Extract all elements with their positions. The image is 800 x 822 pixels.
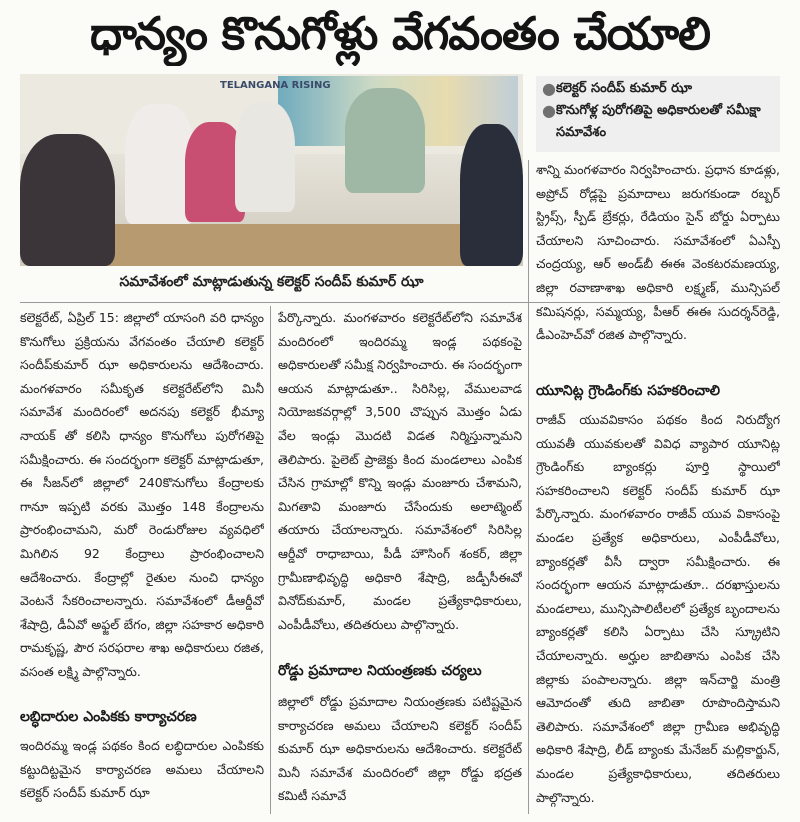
bullet-icon: ● <box>542 79 556 98</box>
highlight-item <box>540 100 776 144</box>
highlight-text: కొనుగోళ్ల పురోగతిపై అధికారులతో సమీక్షా సమావేశం <box>556 103 761 140</box>
headline: ధాన్యం కొనుగోళ్లు వేగవంతం చేయాలి <box>89 7 710 60</box>
article-column-2-cont <box>278 690 522 814</box>
article-paragraph: శాన్ని మంగళవారం నిర్వహించారు. ప్రధాన కూడళ్లు, అప్రోచ్ రోడ్లపై ప్రమాదాలు జరుగకుండా రబ్బర్ స్ట్రిప్స్, స్పీడ్ బ్రేకర్లు, రేడియం సైన్ బోర్డు ఏర్పాటు చేయాలని సూచించారు. సమావేశంలో ఏఎస్పీ చంద్రయ్య, ఆర్ అండ్‌బీ ఈఈ వెంకటరమణయ్య, జిల్లా రవాణాశాఖ అధికారి లక్ష్మణ్, మున్సిపల్ కమిషనర్లు, సమ్మయ్య, పీఆర్ ఈఈ సుదర్శన్‌రెడ్డి, డీఎంహెచ్‌వో రజిత పాల్గొన్నారు. <box>536 162 780 343</box>
subheading-unit-grounding: యూనిట్ల గ్రౌండింగ్‌కు సహకరించాలి <box>536 383 721 399</box>
photo-person <box>345 88 425 193</box>
photo-caption: సమావేశంలో మాట్లాడుతున్న కలెక్టర్ సందీప్ కుమార్ ఝా <box>119 274 424 290</box>
article-paragraph: కలెక్టరేట్, ఏప్రిల్ 15: జిల్లాలో యాసంగి వరి ధాన్యం కొనుగోలు ప్రక్రియను వేగవంతం చేయాలి కలెక్టర్ సందీప్‌కుమార్ ఝా అధికారులను ఆదేశించారు. మంగళవారం సమీకృత కలెక్టరేట్‌లోని మినీ సమావేశ మందిరంలో అదనపు కలెక్టర్ భీమ్యా నాయక్ తో కలిసి ధాన్యం కొనుగోలు పురోగతిపై సమీక్షించారు. ఈ సందర్భంగా కలెక్టర్ మాట్లాడుతూ, ఈ సీజన్‌లో జిల్లాలో 240కొనుగోలు కేంద్రాలకు గానూ ఇప్పటి వరకు మొత్తం 148 కేంద్రాలను ప్రారంభించామని, మరో రెండురోజుల వ్యవధిలో మిగిలిన 92 కేంద్రాలు ప్రారంభించాలని ఆదేశించారు. కేంద్రాల్లో రైతుల నుంచి ధాన్యం వెంటనే సేకరించాలన్నారు. సమావేశంలో డీఆర్డీవో శేషాద్రి, డీఏవో అఫ్జల్ బేగం, జిల్లా సహకార అధికారి రామకృష్ణ, పౌర సరఫరాల శాఖ అధికారులు రజిత, వసంత లక్ష్మి పాల్గొన్నారు. <box>20 310 264 679</box>
bullet-icon: ● <box>542 101 556 120</box>
highlight-item <box>540 78 776 100</box>
subheading-road-safety: రోడ్డు ప్రమాదాల నియంత్రణకు చర్యలు <box>278 663 482 679</box>
article-column-3 <box>536 158 780 368</box>
subheading-beneficiaries: లబ్ధిదారుల ఎంపికకు కార్యాచరణ <box>20 709 197 725</box>
photo-banner-text: TELANGANA RISING <box>220 80 331 91</box>
highlights-box <box>536 76 780 152</box>
photo-conference-table <box>73 224 523 266</box>
photo-person <box>460 124 523 266</box>
article-column-2 <box>278 306 522 652</box>
column-divider <box>528 160 529 814</box>
meeting-photo <box>20 74 523 266</box>
article-paragraph: జిల్లాలో రోడ్డు ప్రమాదాల నియంత్రణకు పటిష్టమైన కార్యాచరణ అమలు చేయాలని కలెక్టర్ సందీప్ కుమార్ ఝా అధికారులను ఆదేశించారు. కలెక్టరేట్ మినీ సమావేశ మందిరంలో జిల్లా రోడ్డు భద్రత కమిటీ సమావే <box>278 694 522 804</box>
column-divider <box>270 306 271 814</box>
highlight-text: కలెక్టర్ సందీప్ కుమార్ ఝా <box>556 81 693 96</box>
article-paragraph: ఇందిరమ్మ ఇండ్ల పథకం కింద లబ్ధిదారుల ఎంపికకు కట్టుదిట్టమైన కార్యాచరణ అమలు చేయాలని కలెక్టర్ సందీప్ కుమార్ ఝా <box>20 738 264 801</box>
article-column-1 <box>20 306 264 702</box>
article-paragraph: రాజీవ్ యువవికాసం పథకం కింద నిరుద్యోగ యువతీ యువకులతో వివిధ వ్యాపార యూనిట్ల గ్రౌండింగ్‌కు బ్యాంకర్లు పూర్తి స్థాయిలో సహకరించాలని కలెక్టర్ సందీప్ కుమార్ ఝా పేర్కొన్నారు. మంగళవారం రాజీవ్ యువ వికాసంపై మండల ప్రత్యేక అధికారులు, ఎంపీడీవోలు, బ్యాంకర్లతో వీసీ ద్వారా సమీక్షించారు. ఈ సందర్భంగా ఆయన మాట్లాడుతూ.. దరఖాస్తులను మండలాలు, మున్సిపాలిటీలలో ప్రత్యేక బృందాలను బ్యాంకర్లతో కలిసి ఏర్పాటు చేసి స్క్రూటిని చేయాలన్నారు. అర్హుల జాబితాను ఎంపిక చేసి జిల్లాకు పంపాలన్నారు. జిల్లా ఇన్‌చార్జి మంత్రి ఆమోదంతో తుది జాబితా రూపొందిస్తామని తెలిపారు. సమావేశంలో జిల్లా గ్రామీణ అభివృద్ధి అధికారి శేషాద్రి, లీడ్ బ్యాంకు మేనేజర్ మల్లికార్జున్, మండల ప్రత్యేకాధికారులు, తదితరులు పాల్గొన్నారు. <box>536 412 780 805</box>
article-column-1-cont <box>20 734 264 814</box>
article-paragraph: పేర్కొన్నారు. మంగళవారం కలెక్టరేట్‌లోని సమావేశ మందిరంలో ఇందిరమ్మ ఇండ్ల పథకంపై అధికారులతో సమీక్ష నిర్వహించారు. ఈ సందర్భంగా ఆయన మాట్లాడుతూ.. సిరిసిల్ల, వేములవాడ నియోజకవర్గాల్లో 3,500 చొప్పున మొత్తం ఏడు వేల ఇండ్లు మొదటి విడత నిర్మిస్తున్నామని తెలిపారు. పైలెట్ ప్రాజెక్టు కింద మండలాలు ఎంపిక చేసిన గ్రామాల్లో కొన్ని ఇండ్లు మంజూరు చేశామని, మిగతావి మంజూరు చేసేందుకు అలాట్మెంట్ తయారు చేయాలన్నారు. సమావేశంలో సిరిసిల్ల ఆర్డీవో రాధాబాయి, పీడీ హౌసింగ్ శంకర్, జిల్లా గ్రామీణాభివృద్ధి అధికారి శేషాద్రి, జడ్పీసీఈవో వినోద్‌కుమార్, మండల ప్రత్యేకాధికారులు, ఎంపీడీవోలు, తదితరులు పాల్గొన్నారు. <box>278 310 522 632</box>
photo-person <box>20 134 115 266</box>
photo-person <box>235 102 295 212</box>
article-column-3-cont <box>536 408 780 814</box>
